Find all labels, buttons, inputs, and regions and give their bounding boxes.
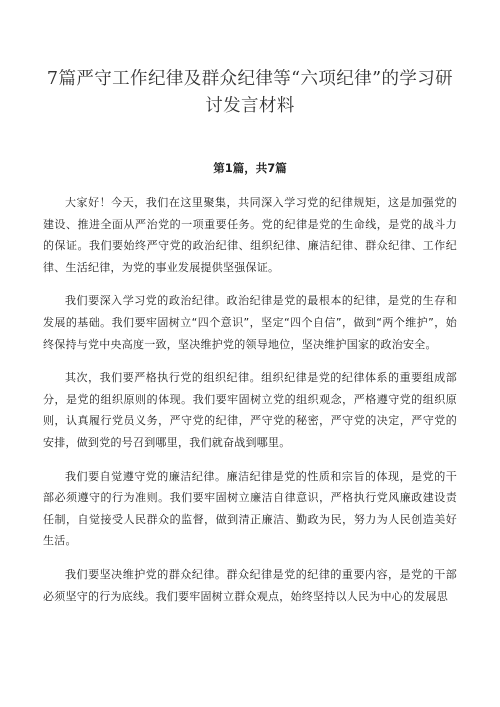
paragraph-3: 其次，我们要严格执行党的组织纪律。组织纪律是党的纪律体系的重要组成部分，是党的组织原则的体现。我们要牢固树立党的组织观念，严格遵守党的组织原则，认真履行党员义务，严守党的纪律，严守党的秘密，严守党的决定，严守党的安排，做到党的号召到哪里，我们就奋战到哪里。 [43, 371, 457, 449]
paragraph-1: 大家好！今天，我们在这里聚集，共同深入学习党的纪律规矩，这是加强党的建设、推进全面从严治党的一项重要任务。党的纪律是党的生命线，是党的战斗力的保证。我们要始终严守党的政治纪律、组织纪律、廉洁纪律、群众纪律、工作纪律、生活纪律，为党的事业发展提供坚强保证。 [43, 196, 457, 274]
paragraph-4: 我们要自觉遵守党的廉洁纪律。廉洁纪律是党的性质和宗旨的体现，是党的干部必须遵守的行为准则。我们要牢固树立廉洁自律意识，严格执行党风廉政建设责任制，自觉接受人民群众的监督，做到清正廉洁、勤政为民，努力为人民创造美好生活。 [43, 469, 457, 548]
part-heading: 第1篇，共7篇 [213, 161, 287, 175]
paragraph-2: 我们要深入学习党的政治纪律。政治纪律是党的最根本的纪律，是党的生存和发展的基础。我们要牢固树立“四个意识”，坚定“四个自信”，做到“两个维护”，始终保持与党中央高度一致，坚决维护党的领导地位，坚决维护国家的政治安全。 [43, 294, 457, 351]
document-title: 7篇严守工作纪律及群众纪律等“六项纪律”的学习研讨发言材料 [46, 69, 454, 116]
paragraph-5: 我们要坚决维护党的群众纪律。群众纪律是党的纪律的重要内容，是党的干部必须坚守的行为底线。我们要牢固树立群众观点，始终坚持以人民为中心的发展思 [43, 567, 457, 603]
